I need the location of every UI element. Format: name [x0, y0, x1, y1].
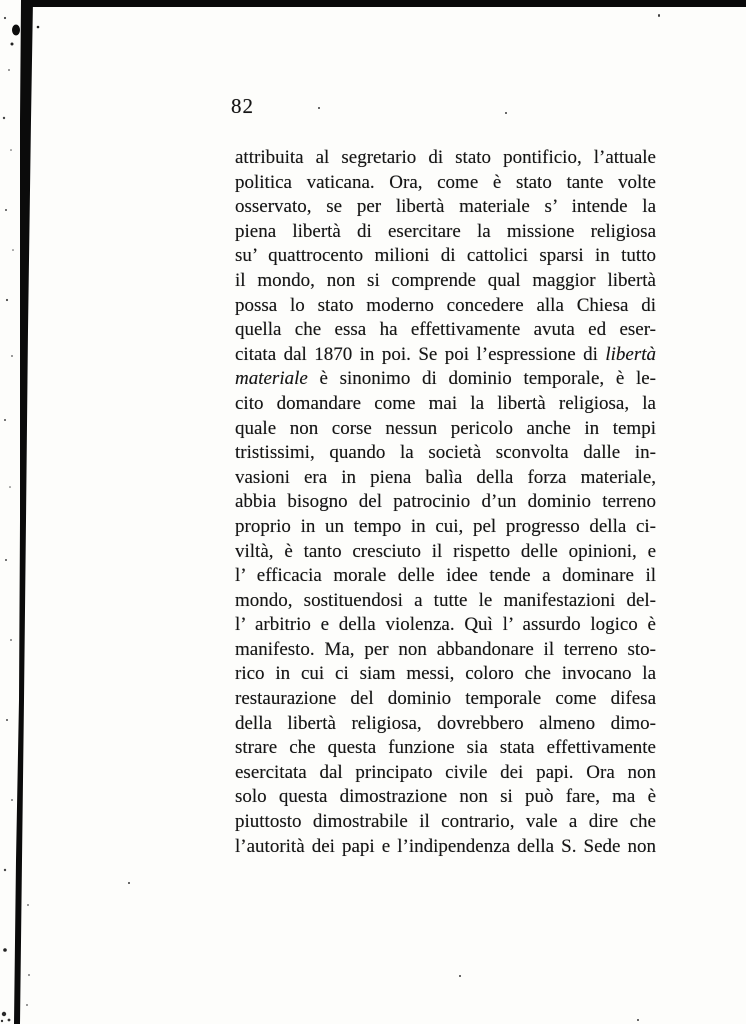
- text-line: esercitata dal principato civile dei papi. Ora non: [235, 761, 656, 783]
- page-number: 82: [231, 94, 254, 118]
- scan-speck: [128, 882, 130, 884]
- body-text: [235, 146, 656, 859]
- text-line: tristissimi, quando la società sconvolta dalle in-: [235, 442, 656, 464]
- text-line: politica vaticana. Ora, come è stato tante volte: [235, 171, 656, 193]
- scan-speck: [318, 107, 320, 109]
- text-line: l’ efficacia morale delle idee tende a dominare il: [235, 565, 656, 587]
- text-line: cito domandare come mai la libertà religiosa, la: [235, 392, 656, 414]
- scan-binding-left: [0, 0, 70, 1024]
- text-line: della libertà religiosa, dovrebbero almeno dimo-: [235, 712, 656, 734]
- text-line: attribuita al segretario di stato pontificio, l’attuale: [235, 147, 656, 168]
- text-line: quale non corse nessun pericolo anche in tempi: [235, 417, 656, 439]
- text-line: abbia bisogno del patrocinio d’un dominio terreno: [235, 491, 656, 513]
- text-line: possa lo stato moderno concedere alla Chiesa di: [235, 294, 656, 316]
- text-line: l’autorità dei papi e l’indipendenza della S. Sede non: [235, 835, 656, 857]
- text-line: materiale è sinonimo di dominio temporale, è le-: [235, 368, 656, 390]
- text-line: proprio in un tempo in cui, pel progresso della ci-: [235, 515, 656, 537]
- text-line: viltà, è tanto cresciuto il rispetto delle opinioni, e: [235, 540, 656, 562]
- text-line: osservato, se per libertà materiale s’ intende la: [235, 196, 656, 218]
- scan-speck: [658, 14, 660, 17]
- text-line: citata dal 1870 in poi. Se poi l’espressione di libertà: [235, 343, 656, 365]
- text-line: restaurazione del dominio temporale come difesa: [235, 688, 656, 710]
- text-line: piena libertà di esercitare la missione religiosa: [235, 220, 656, 242]
- text-line: quella che essa ha effettivamente avuta ed eser-: [235, 319, 656, 341]
- text-line: manifesto. Ma, per non abbandonare il terreno sto-: [235, 638, 656, 660]
- text-line: su’ quattrocento milioni di cattolici sparsi in tutto: [235, 245, 656, 267]
- text-line: mondo, sostituendosi a tutte le manifestazioni del-: [235, 589, 656, 611]
- text-line: piuttosto dimostrabile il contrario, vale a dire che: [235, 811, 656, 833]
- scan-speck: [505, 112, 507, 114]
- text-line: solo questa dimostrazione non si può fare, ma è: [235, 786, 656, 808]
- scan-speck: [637, 1019, 639, 1021]
- text-line: il mondo, non si comprende qual maggior libertà: [235, 269, 656, 291]
- text-line: strare che questa funzione sia stata effettivamente: [235, 737, 656, 759]
- text-line: rico in cui ci siam messi, coloro che invocano la: [235, 663, 656, 685]
- text-line: l’ arbitrio e della violenza. Quì l’ assurdo logico è: [235, 614, 656, 636]
- scan-speck: [459, 975, 461, 977]
- scan-edge-top: [24, 0, 746, 7]
- text-line: vasioni era in piena balìa della forza materiale,: [235, 466, 656, 488]
